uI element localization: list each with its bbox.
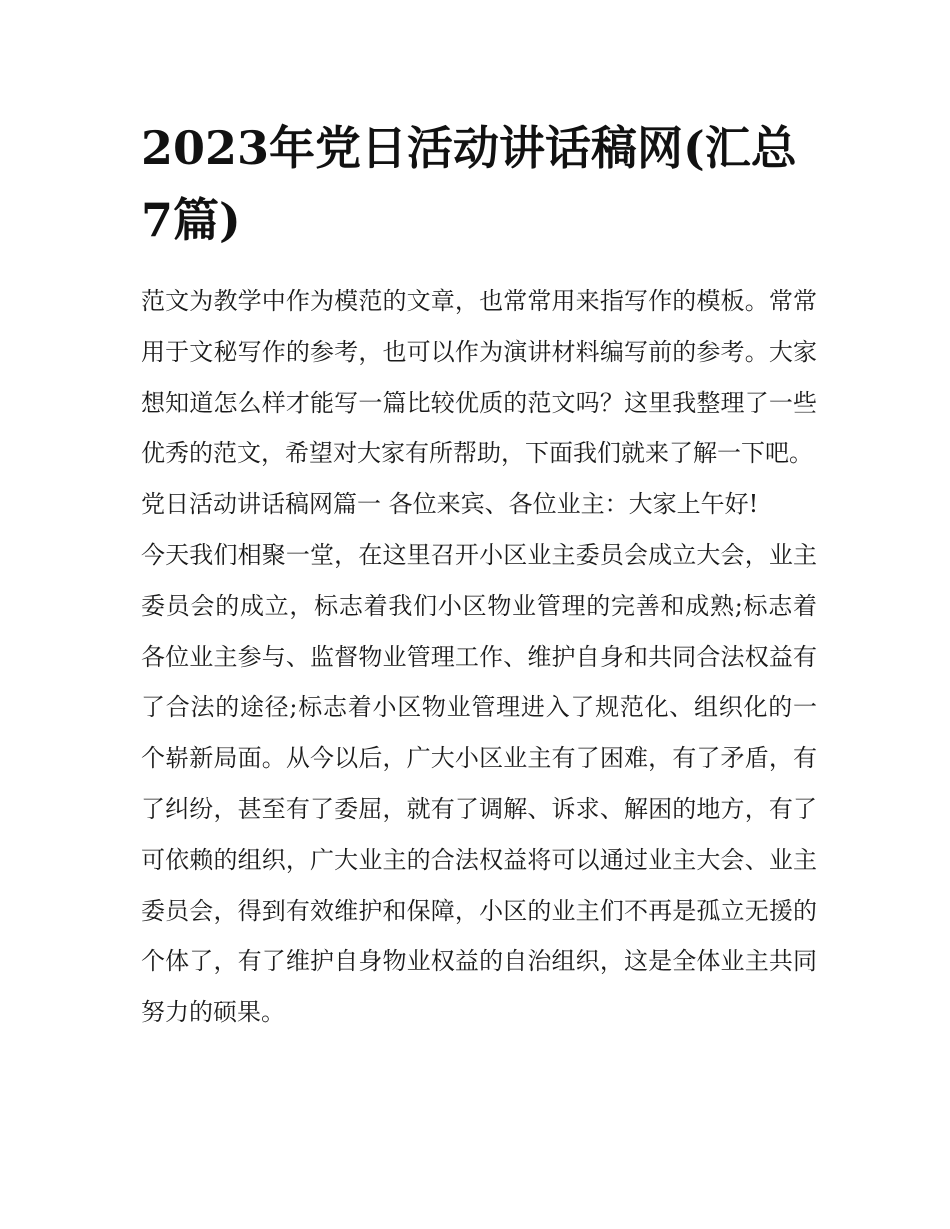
speech-greeting-paragraph: 党日活动讲话稿网篇一 各位来宾、各位业主：大家上午好! [141,490,759,519]
document-body [141,276,817,1038]
speech-body-paragraph: 今天我们相聚一堂，在这里召开小区业主委员会成立大会，业主委员会的成立，标志着我们小区物业管理的完善和成熟;标志着各位业主参与、监督物业管理工作、维护自身和共同合法权益有了合法的途径;标志着小区物业管理进入了规范化、组织化的一个崭新局面。从今以后，广大小区业主有了困难，有了矛盾，有了纠纷，甚至有了委屈，就有了调解、诉求、解困的地方，有了可依赖的组织，广大业主的合法权益将可以通过业主大会、业主委员会，得到有效维护和保障，小区的业主们不再是孤立无援的个体了，有了维护自身物业权益的自治组织，这是全体业主共同努力的硕果。 [141,540,817,1027]
document-title: 2023年党日活动讲话稿网(汇总7篇) [141,121,797,247]
intro-paragraph: 范文为教学中作为模范的文章，也常常用来指写作的模板。常常用于文秘写作的参考，也可以作为演讲材料编写前的参考。大家想知道怎么样才能写一篇比较优质的范文吗？这里我整理了一些优秀的范文，希望对大家有所帮助，下面我们就来了解一下吧。 [141,287,817,468]
